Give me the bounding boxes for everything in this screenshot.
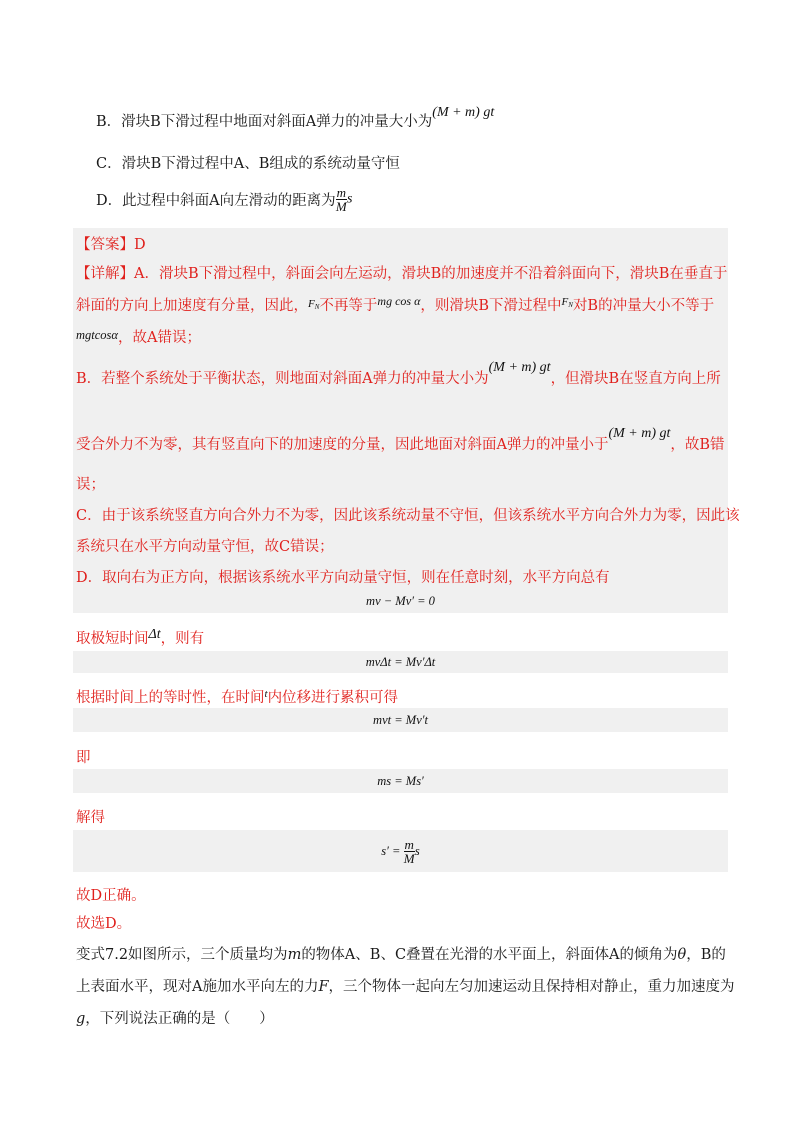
detail-a-line2: 斜面的方向上加速度有分量，因此，$^F$N不再等于$^{mg cos \alpha}$，则滑块B下滑过程中$^{FN}$对B的冲量大小不等于 (76, 294, 715, 314)
text-choose-d: 故选D。 (76, 916, 132, 932)
text-d-correct: 故D正确。 (76, 888, 146, 904)
detail-a-line1: 【详解】A．滑块B下滑过程中，斜面会向左运动，滑块B的加速度并不沿着斜面向下，滑块B在垂直于 (76, 266, 728, 282)
text-jiede: 解得 (76, 810, 105, 826)
option-c: C．滑块B下滑过程中A、B组成的系统动量守恒 (96, 156, 400, 172)
variant-line2: 上表面水平，现对A施加水平向左的力F，三个物体一起向左匀加速运动且保持相对静止，重力加速度为 (76, 979, 735, 995)
equation-4: ms = Ms′ (73, 769, 728, 793)
detail-a-line3: mgtcosα，故A错误； (76, 328, 201, 346)
detail-c-line2: 系统只在水平方向动量守恒，故C错误； (76, 539, 334, 555)
equation-2: mvΔt = Mv′Δt (73, 651, 728, 673)
text-short-time: 取极短时间Δt，则有 (76, 627, 205, 647)
equation-5: s′ = $\frac{m}{M}$ s (73, 830, 728, 872)
option-b: B．滑块B下滑过程中地面对斜面A弹力的冲量大小为(M + m) gt (96, 105, 495, 130)
equation-3: mvt = Mv′t (73, 708, 728, 732)
equation-1: mv − Mv′ = 0 (73, 590, 728, 612)
variant-line1: 变式7.2如图所示，三个质量均为m的物体A、B、C叠置在光滑的水平面上，斜面体A的倾角为θ，B的 (76, 947, 726, 963)
text-accumulate: 根据时间上的等时性，在时间$^t$内位移进行累积可得 (76, 688, 399, 706)
variant-line3: g，下列说法正确的是（ ） (76, 1011, 274, 1027)
option-d: D．此过程中斜面A向左滑动的距离为 $\frac{m}{M}$ s (96, 185, 353, 214)
detail-c-line1: C．由于该系统竖直方向合外力不为零，因此该系统动量不守恒，但该系统水平方向合外力为零，因此该 (76, 508, 740, 524)
formula: (M + m) gt (432, 105, 495, 120)
detail-d-line1: D．取向右为正方向，根据该系统水平方向动量守恒，则在任意时刻，水平方向总有 (76, 570, 610, 586)
text-ji: 即 (76, 750, 91, 766)
detail-b-line1: B．若整个系统处于平衡状态，则地面对斜面A弹力的冲量大小为(M + m) gt，但滑块B在竖直方向上所 (76, 360, 721, 387)
fraction: $\frac{m}{M}$ (335, 185, 347, 214)
detail-b-line3: 误； (76, 477, 105, 493)
fraction: $\frac{m}{M}$ (403, 837, 415, 866)
detail-b-line2: 受合外力不为零，其有竖直向下的加速度的分量，因此地面对斜面A弹力的冲量小于(M + m) gt，故B错 (76, 426, 725, 453)
answer-label: 【答案】D (76, 237, 146, 253)
